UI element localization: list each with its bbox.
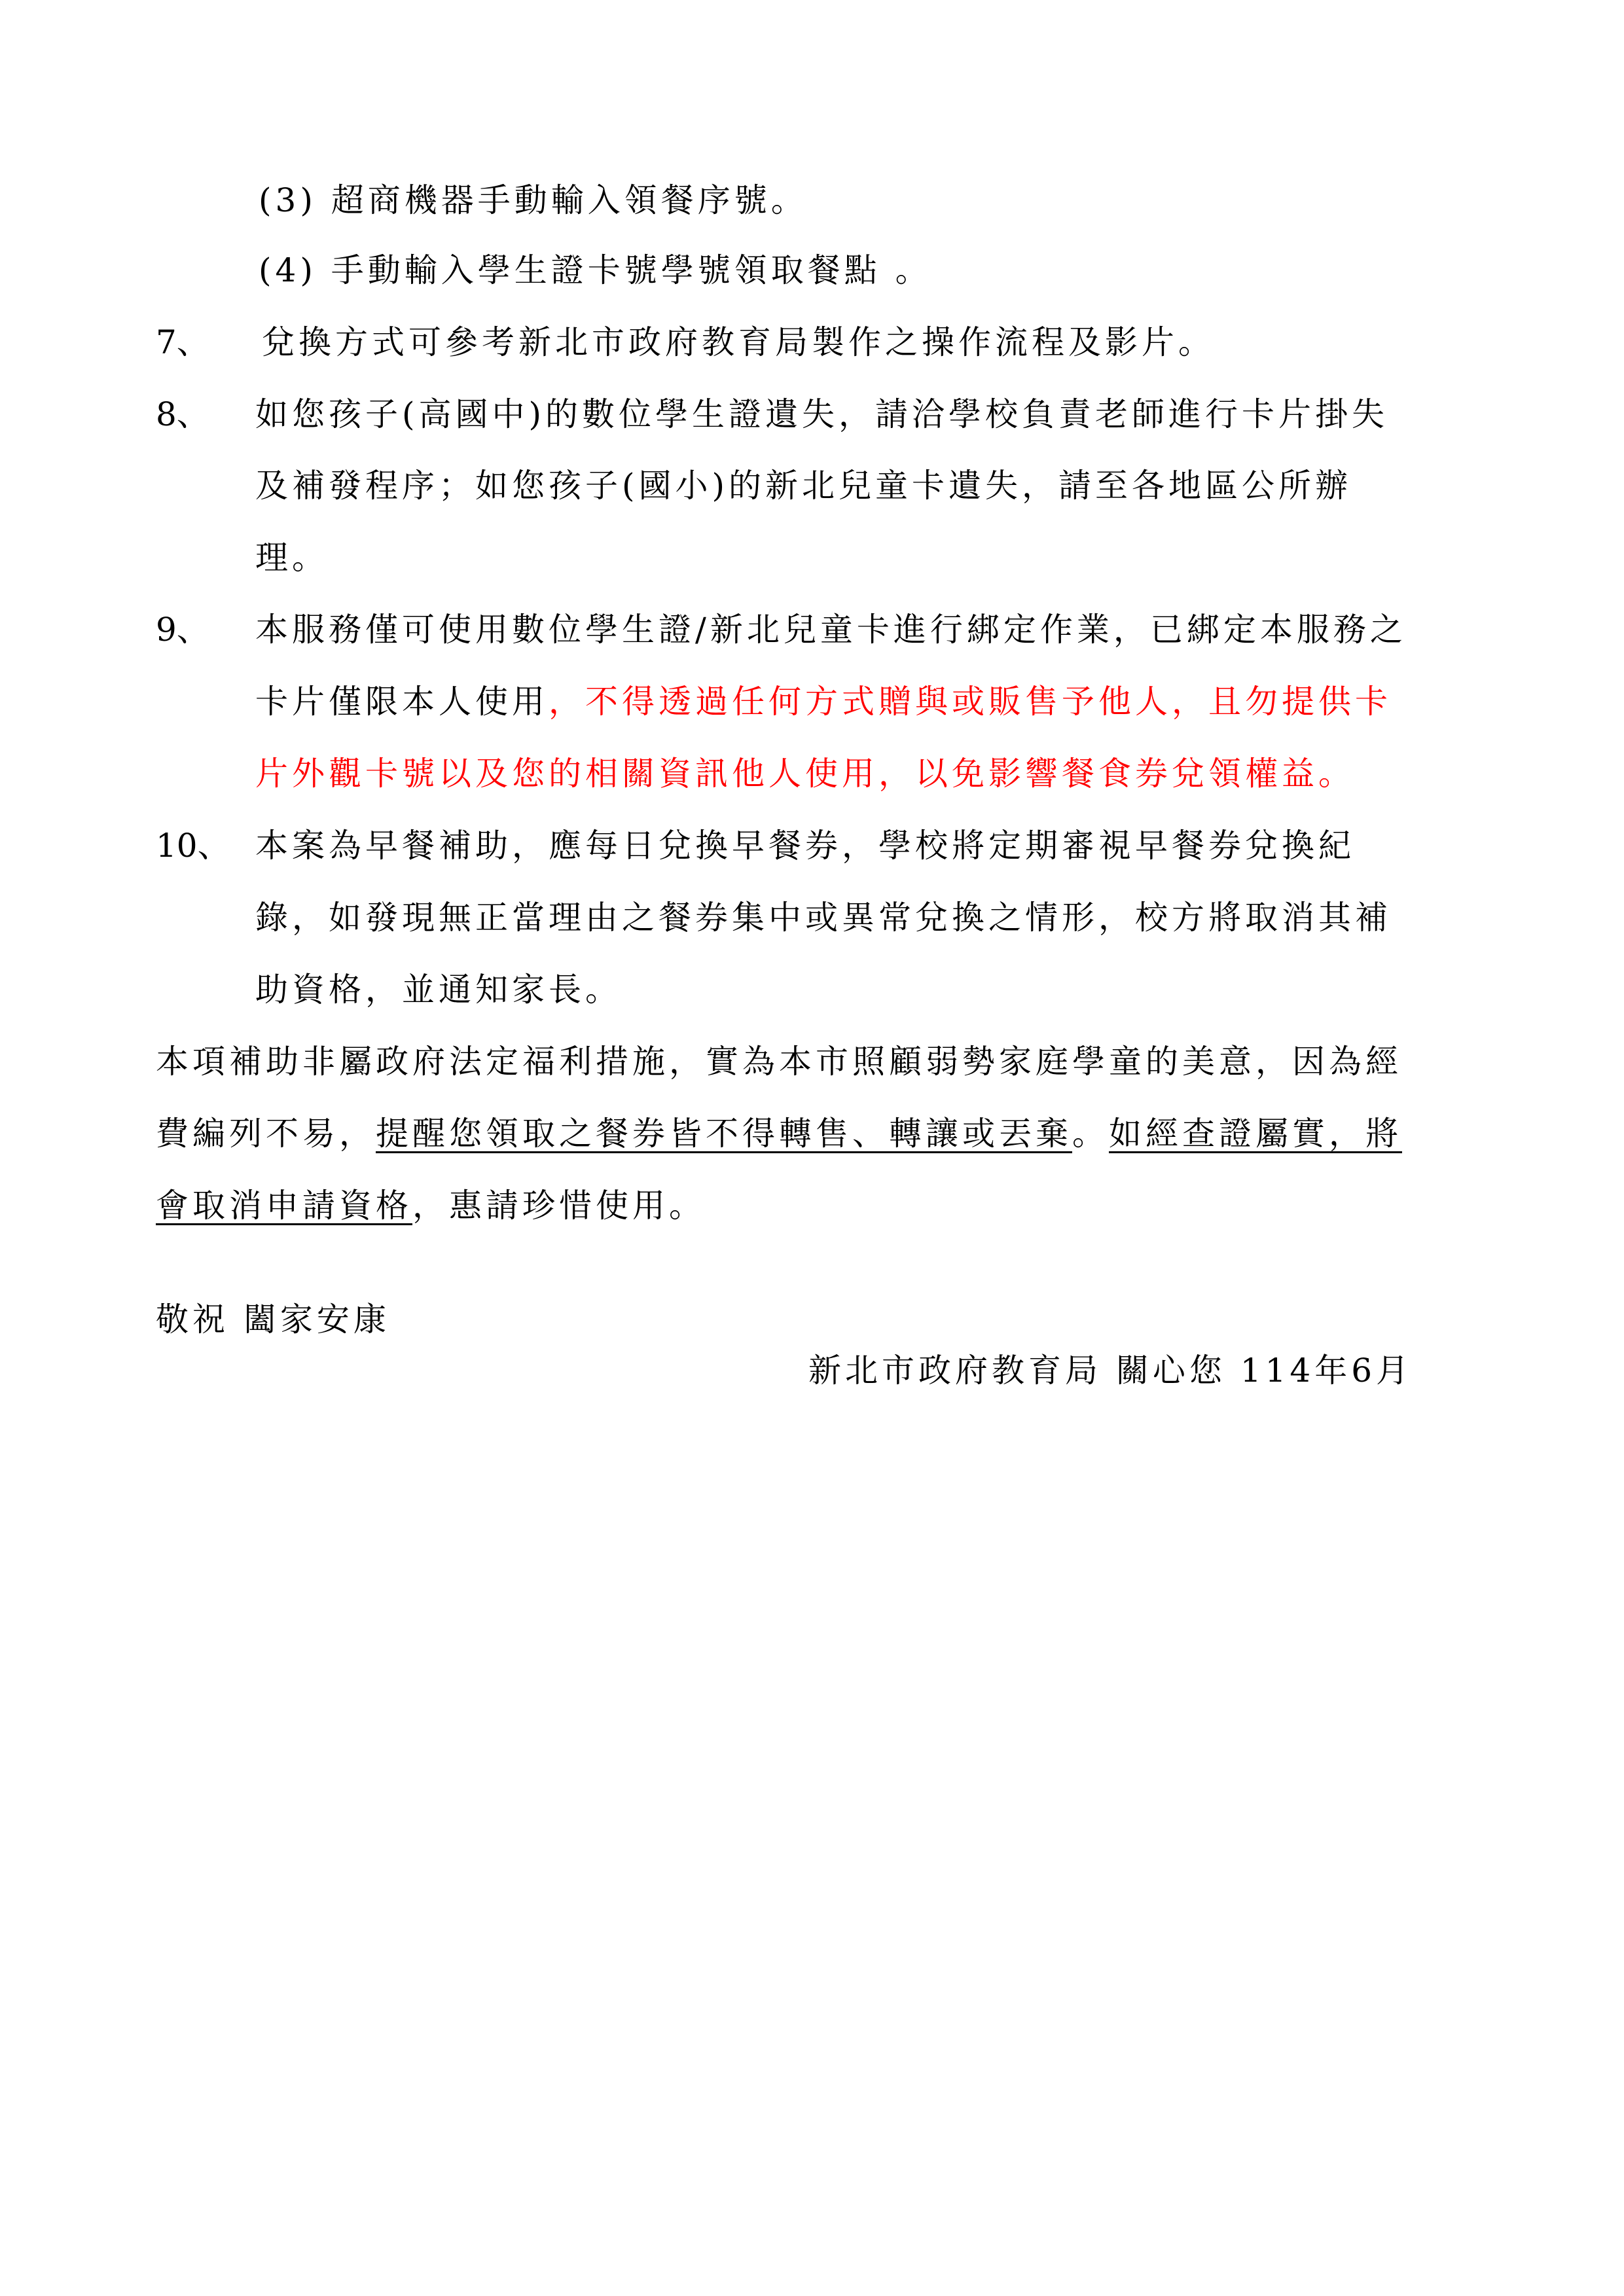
item-9-line-1: 本服務僅可使用數位學生證/新北兒童卡進行綁定作業，已綁定本服務之 (255, 611, 1407, 649)
item-9-line-2-red: ，不得透過任何方式贈與或販售予他人，且勿提供卡 (549, 683, 1392, 721)
item-8-line-3: 理。 (255, 539, 329, 577)
item-9-line-3-red: 片外觀卡號以及您的相關資訊他人使用，以免影響餐食券兌領權益。 (255, 755, 1355, 793)
closing-greeting: 敬祝 闔家安康 (156, 1300, 390, 1338)
item-7-number: 7、 (156, 323, 209, 361)
item-10-number: 10、 (156, 827, 230, 865)
notice-line-2 (156, 1114, 1402, 1153)
item-8-line-2: 及補發程序；如您孩子(國小)的新北兒童卡遺失，請至各地區公所辦 (255, 467, 1352, 505)
sub-item-3: (3) 超商機器手動輸入領餐序號。 (259, 181, 808, 219)
item-9-line-2 (255, 682, 1392, 721)
item-9-line-2-black: 卡片僅限本人使用 (255, 683, 549, 721)
notice-line-3-b: ，惠請珍惜使用。 (412, 1187, 706, 1225)
notice-cancel-underlined: 會取消申請資格 (156, 1187, 412, 1225)
closing-signature: 新北市政府教育局 關心您 114年6月 (808, 1352, 1413, 1390)
item-10-line-2: 錄，如發現無正當理由之餐券集中或異常兌換之情形，校方將取消其補 (255, 899, 1392, 937)
notice-verify-underlined: 如經查證屬實，將 (1109, 1115, 1402, 1153)
item-7-text: 兌換方式可參考新北市政府教育局製作之操作流程及影片。 (262, 323, 1215, 361)
item-10-line-1: 本案為早餐補助，應每日兌換早餐券，學校將定期審視早餐券兌換紀 (255, 827, 1355, 865)
notice-warning-underlined: 提醒您領取之餐券皆不得轉售、轉讓或丟棄 (376, 1115, 1072, 1153)
notice-line-2-a: 費編列不易， (156, 1115, 376, 1153)
item-8-number: 8、 (156, 395, 209, 433)
notice-line-3 (156, 1186, 706, 1225)
notice-line-2-c: 。 (1072, 1115, 1109, 1153)
item-8-line-1: 如您孩子(高國中)的數位學生證遺失，請洽學校負責老師進行卡片掛失 (255, 395, 1389, 433)
item-9-number: 9、 (156, 611, 209, 649)
notice-line-1: 本項補助非屬政府法定福利措施，實為本市照顧弱勢家庭學童的美意，因為經 (156, 1043, 1402, 1081)
item-10-line-3: 助資格，並通知家長。 (255, 971, 622, 1009)
sub-item-4: (4) 手動輸入學生證卡號學號領取餐點 。 (259, 251, 932, 289)
